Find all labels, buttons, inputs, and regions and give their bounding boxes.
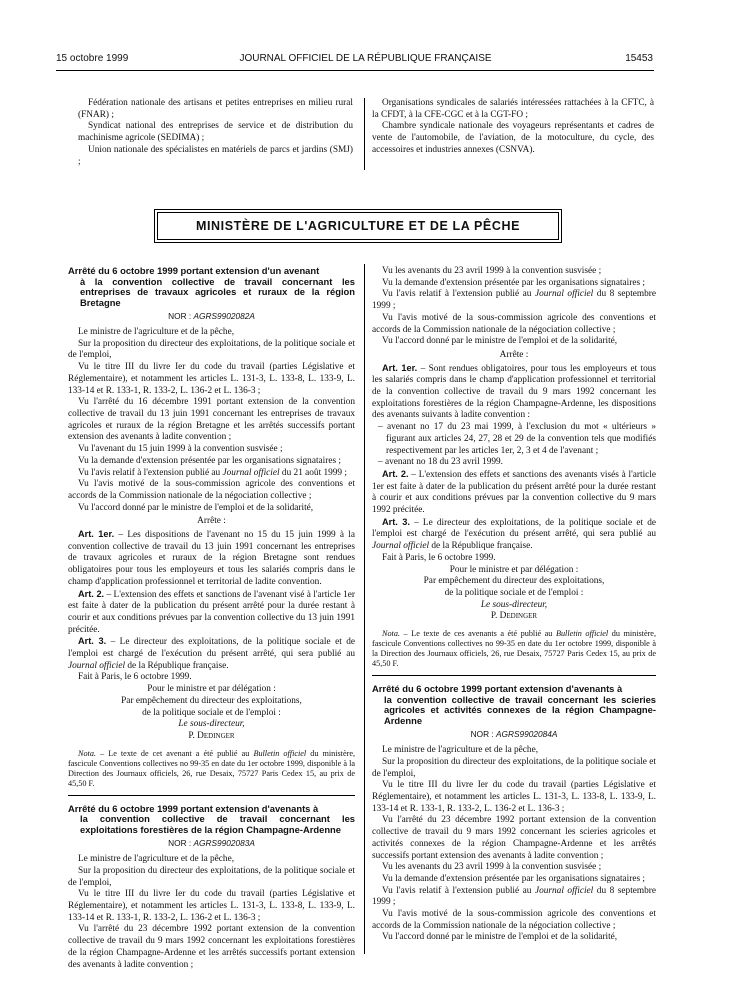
section-divider [68, 795, 355, 796]
top-left-column [78, 98, 353, 168]
signatory-name: P. Dedinger [490, 611, 538, 622]
paragraph: Sur la proposition du directeur des exploitations, de la politique sociale et de l'emploi, [68, 865, 355, 888]
article-1: Art. 1er. – Les dispositions de l'avenant no 15 du 15 juin 1999 à la convention collective de travail du 13 juin 1991 concernant les entreprises de travaux agricoles et ruraux de la région Bretagne sont rendues obligatoires pour tous les employeurs et tous les salariés compris dans le champ d'application professionnel et territorial de ladite convention. [68, 529, 355, 587]
nor-reference: NOR : AGRS9902083A [168, 838, 255, 849]
nota: Nota. – Le texte de cet avenant a été publié au Bulletin officiel du ministère, fascicule Conventions collectives no 99-35 en date du 1er octobre 1999, disponible à la Direction des Journaux officiels, 26, rue Desaix, 75727 Paris Cedex 15, au prix de 45,50 F. [68, 748, 356, 788]
paragraph: Vu la demande d'extension présentée par les organisations signataires ; [78, 455, 341, 466]
paragraph: Vu l'accord donné par le ministre de l'emploi et de la solidarité, [382, 336, 618, 347]
header-rule [56, 70, 654, 71]
signature-role: Le sous-directeur, [178, 719, 245, 730]
paragraph: Vu le titre III du livre Ier du code du travail (parties Législative et Réglementaire), et notamment les articles L. 131-3, L. 133-8, L. 133-9, L. 133-14 et R. 133-1, R. 133-2, L. 136-2 et L. 136-3 ; [372, 780, 656, 814]
signature-line: Pour le ministre et par délégation : [449, 564, 579, 575]
signatory-name: P. Dedinger [188, 730, 235, 741]
article-3: Art. 3. – Le directeur des exploitations, de la politique sociale et de l'emploi est chargé de l'exécution du présent arrêté, qui sera publié au Journal officiel de la République française. [68, 636, 355, 671]
paragraph: Vu l'avis motivé de la sous-commission agricole des conventions et accords de la Commission nationale de la négociation collective ; [372, 312, 656, 335]
paragraph: Vu le titre III du livre Ier du code du travail (parties Législative et Réglementaire), et notamment les articles L. 131-3, L. 133-8, L. 133-9, L. 133-14 et R. 133-1, R. 133-2, L. 136-2 et L. 136-3 ; [68, 889, 355, 923]
paragraph: Vu le titre III du livre Ier du code du travail (parties Législative et Réglementaire), et notamment les articles L. 131-3, L. 133-8, L. 133-9, L. 133-14 et R. 133-1, R. 133-2, L. 136-2 et L. 136-3 ; [68, 362, 355, 396]
article-2: Art. 2. – L'extension des effets et sanctions des avenants visés à l'article 1er est faite à dater de la publication du présent arrêté pour la durée restant à courir et aux conditions prévues par la convention collective du 9 mars 1992 précitée. [372, 468, 656, 516]
paragraph: Vu l'avenant du 15 juin 1999 à la convention susvisée ; [78, 444, 283, 455]
section-divider [372, 675, 656, 676]
paragraph: Vu la demande d'extension présentée par les organisations signataires ; [382, 873, 645, 884]
paragraph: Sur la proposition du directeur des exploitations, de la politique sociale et de l'emploi, [372, 756, 656, 779]
paragraph: Vu l'arrêté du 23 décembre 1992 portant extension de la convention collective de travail du 9 mars 1992 concernant les scieries agricoles et activités connexes de la région Champagne-Ardenne et les arrêtés successifs portant extension des avenants à ladite convention ; [372, 815, 656, 861]
signing-place-date: Fait à Paris, le 6 octobre 1999. [382, 552, 496, 563]
paragraph: Vu l'avis relatif à l'extension publié au Journal officiel du 21 août 1999 ; [78, 467, 347, 478]
article-2: Art. 2. – L'extension des effets et sanctions de l'avenant visé à l'article 1er est faite à dater de la publication du présent arrêté pour la durée restant à courir et aux conditions prévues par la convention collective du 13 juin 1991 précitée. [68, 588, 355, 635]
page-header [0, 53, 731, 69]
paragraph: Sur la proposition du directeur des exploitations, de la politique sociale et de l'emploi, [68, 338, 355, 361]
article-1: Art. 1er. – Sont rendues obligatoires, pour tous les employeurs et tous les salariés compris dans le champ d'application professionnel et territorial de la convention collective de travail du 9 mars 1992 concernant les exploitations forestières de la région Champagne-Ardenne, les dispositions des avenants suivants à ladite convention : [372, 362, 656, 421]
signature-line: Pour le ministre et par délégation : [147, 684, 276, 695]
header-page-number: 15453 [625, 53, 653, 64]
column-divider [364, 264, 365, 954]
header-date: 15 octobre 1999 [56, 53, 129, 64]
left-column [68, 266, 355, 971]
signature-line: Par empêchement du directeur des exploitations, [423, 576, 605, 587]
signature-line: de la politique sociale et de l'emploi : [142, 707, 281, 718]
column-divider [364, 98, 365, 170]
paragraph: Le ministre de l'agriculture et de la pêche, [78, 327, 235, 338]
paragraph: Le ministre de l'agriculture et de la pêche, [78, 854, 235, 865]
signature-line: Par empêchement du directeur des exploitations, [121, 695, 302, 706]
list-item: – avenant no 17 du 23 mai 1999, à l'exclusion du mot « ultérieurs » figurant aux articles 24, 27, 28 et 29 de la convention tels que modifiés respectivement par les articles 1er, 2, 3 et 4 de l'avenant ; [378, 422, 656, 456]
paragraph: Vu l'avis relatif à l'extension publié au Journal officiel du 8 septembre 1999 ; [372, 885, 657, 908]
list-item: Union nationale des spécialistes en matériels de parcs et jardins (SMJ) ; [78, 144, 353, 167]
paragraph: Vu l'arrêté du 16 décembre 1991 portant extension de la convention collective de travail du 13 juin 1991 concernant les entreprises de travaux agricoles et ruraux de la région Bretagne et les arrêtés successifs portant extension des avenants à ladite convention ; [68, 397, 355, 443]
nota: Nota. – Le texte de ces avenants a été publié au Bulletin officiel du ministère, fascicule Conventions collectives no 99-35 en date du 1er octobre 1999, disponible à la Direction des Journaux officiels, 26, rue Desaix, 75727 Paris Cedex 15, au prix de 45,50 F. [372, 629, 656, 669]
list-item: – avenant no 18 du 23 avril 1999. [378, 457, 503, 468]
right-column [372, 266, 656, 944]
paragraph: Vu l'avis motivé de la sous-commission agricole des conventions et accords de la Commission nationale de la négociation collective ; [372, 909, 656, 931]
paragraph: Vu les avenants du 23 avril 1999 à la convention susvisée ; [382, 862, 602, 873]
article-3: Art. 3. – Le directeur des exploitations, de la politique sociale et de l'emploi est chargé de l'exécution du présent arrêté, qui sera publié au Journal officiel de la République française. [372, 516, 656, 552]
decree-title: Arrêté du 6 octobre 1999 portant extension d'un avenant à la convention collective de travail concernant les entreprises de travaux agricoles et ruraux de la région Bretagne [68, 265, 355, 308]
signing-place-date: Fait à Paris, le 6 octobre 1999. [78, 672, 192, 683]
paragraph: Vu l'accord donné par le ministre de l'emploi et de la solidarité, [382, 932, 618, 943]
top-right-column [372, 98, 654, 157]
nor-reference: NOR : AGRS9902082A [168, 311, 255, 322]
arrete-label: Arrête : [197, 516, 226, 527]
list-item: Fédération nationale des artisans et petites entreprises en milieu rural (FNAR) ; [78, 98, 353, 120]
ministry-banner: MINISTÈRE DE L'AGRICULTURE ET DE LA PÊCHE [157, 212, 559, 240]
paragraph: Le ministre de l'agriculture et de la pêche, [382, 745, 539, 756]
list-item: Chambre syndicale nationale des voyageurs représentants et cadres de vente de l'automobile, de l'aviation, de la motoculture, du cycle, des accessoires et industries annexes (CSNVA). [372, 121, 654, 155]
list-item: Syndicat national des entreprises de service et de distribution du machinisme agricole (SEDIMA) ; [78, 121, 353, 144]
signature-line: de la politique sociale et de l'emploi : [444, 587, 584, 598]
signature-role: Le sous-directeur, [480, 599, 548, 610]
paragraph: Vu la demande d'extension présentée par les organisations signataires ; [382, 277, 645, 288]
list-item: Organisations syndicales de salariés intéressées rattachées à la CFTC, à la CFDT, à la CFE-CGC et à la CGT-FO ; [372, 98, 654, 120]
arrete-label: Arrête : [499, 349, 529, 360]
decree-title: Arrêté du 6 octobre 1999 portant extension d'avenants à la convention collective de travail concernant les exploitations forestières de la région Champagne-Ardenne [68, 802, 355, 835]
paragraph: Vu l'accord donné par le ministre de l'emploi et de la solidarité, [78, 502, 314, 513]
nor-reference: NOR : AGRS9902084A [470, 729, 558, 740]
paragraph: Vu l'avis motivé de la sous-commission agricole des conventions et accords de la Commission nationale de la négociation collective ; [68, 479, 355, 501]
decree-title: Arrêté du 6 octobre 1999 portant extension d'avenants à la convention collective de travail concernant les scieries agricoles et activités connexes de la région Champagne-Ardenne [372, 683, 656, 726]
header-journal-title: JOURNAL OFFICIEL DE LA RÉPUBLIQUE FRANÇAISE [239, 53, 492, 64]
paragraph: Vu l'avis relatif à l'extension publié au Journal officiel du 8 septembre 1999 ; [372, 289, 657, 312]
paragraph: Vu l'arrêté du 23 décembre 1992 portant extension de la convention collective de travail du 9 mars 1992 concernant les exploitations forestières de la région Champagne-Ardenne et les arrêtés successifs portant extension des avenants à ladite convention ; [68, 924, 355, 970]
paragraph: Vu les avenants du 23 avril 1999 à la convention susvisée ; [382, 266, 602, 276]
